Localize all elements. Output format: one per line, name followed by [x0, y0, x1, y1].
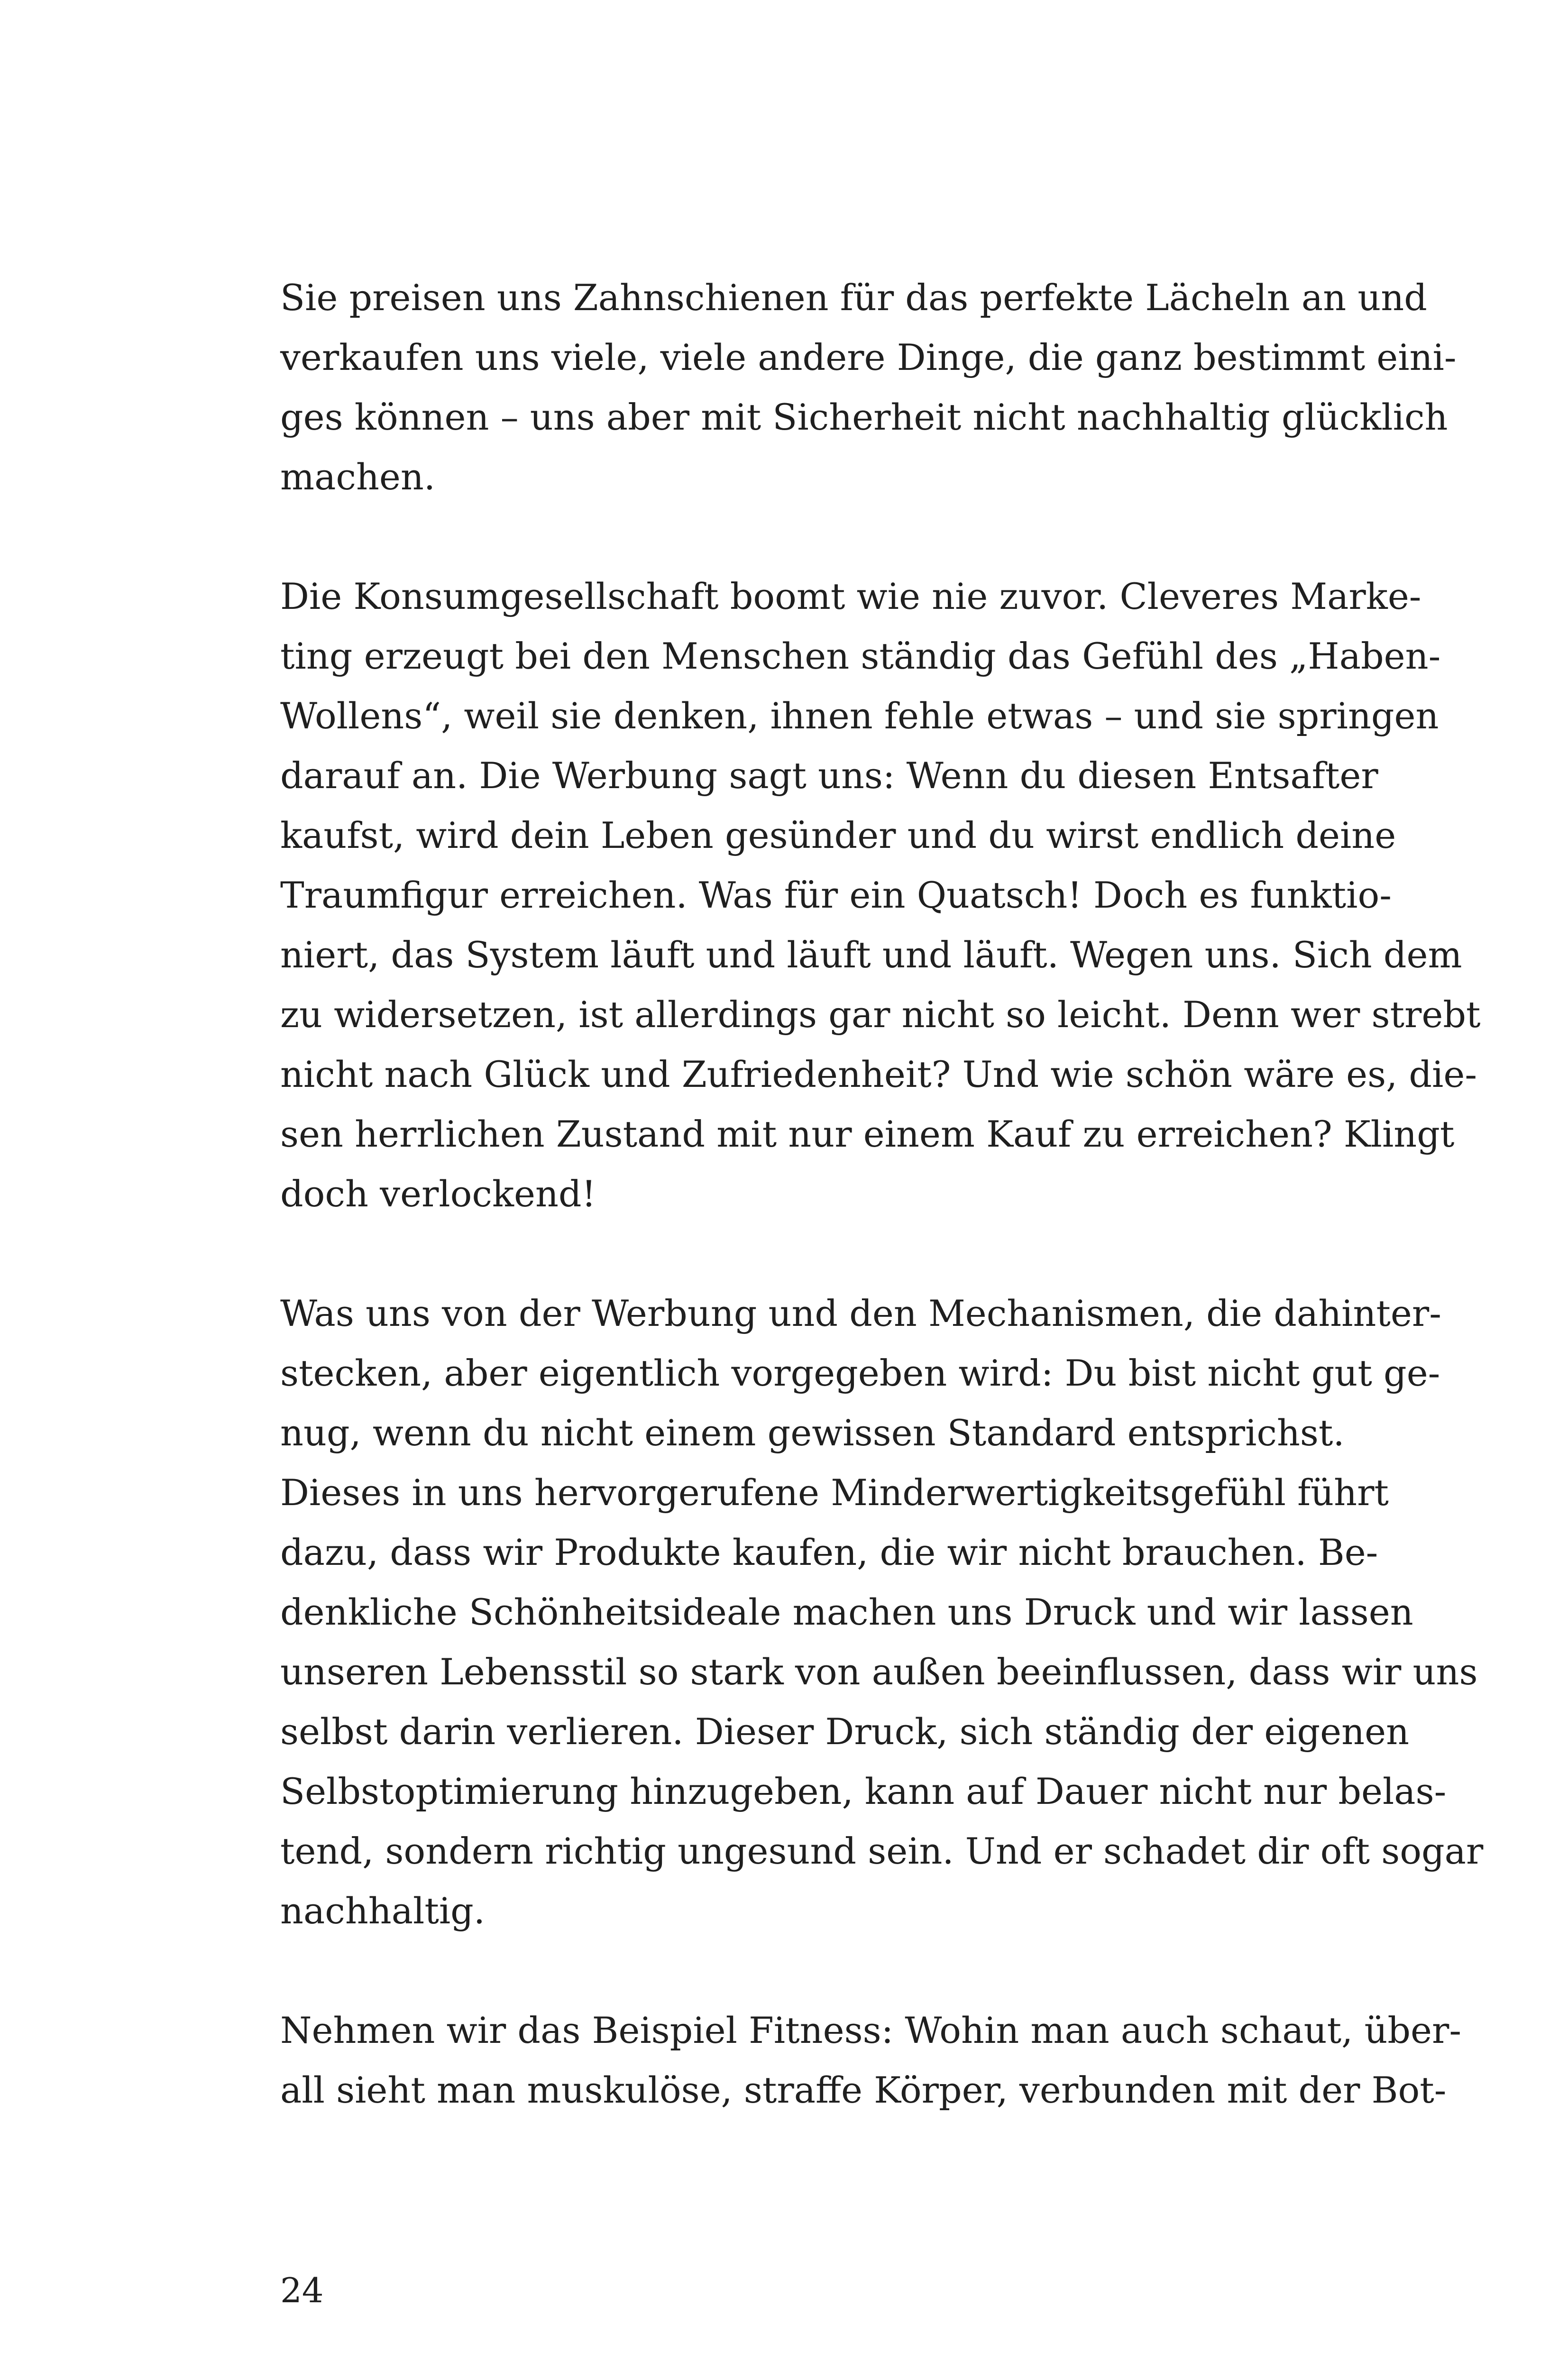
- body-text: [280, 268, 1484, 2120]
- text-line: stecken, aber eigentlich vorgegeben wird: Du bist nicht gut ge-: [280, 1352, 1440, 1394]
- text-line: nicht nach Glück und Zufriedenheit? Und wie schön wäre es, die-: [280, 1053, 1477, 1095]
- text-line: niert, das System läuft und läuft und läuft. Wegen uns. Sich dem: [280, 934, 1462, 976]
- text-line: denkliche Schönheitsideale machen uns Druck und wir lassen: [280, 1591, 1413, 1633]
- text-line: zu widersetzen, ist allerdings gar nicht so leicht. Denn wer strebt: [280, 993, 1481, 1036]
- text-line: Nehmen wir das Beispiel Fitness: Wohin man auch schaut, über-: [280, 2009, 1462, 2051]
- paragraph-4: [280, 2001, 1462, 2120]
- paragraph-1: [280, 268, 1457, 507]
- text-line: unseren Lebensstil so stark von außen beeinflussen, dass wir uns: [280, 1651, 1478, 1693]
- text-line: Traumfigur erreichen. Was für ein Quatsch! Doch es funktio-: [280, 874, 1392, 916]
- paragraph-3: [280, 1284, 1484, 1941]
- text-line: sen herrlichen Zustand mit nur einem Kauf zu erreichen? Klingt: [280, 1113, 1455, 1155]
- text-line: kaufst, wird dein Leben gesünder und du wirst endlich deine: [280, 814, 1396, 856]
- text-line: Was uns von der Werbung und den Mechanismen, die dahinter-: [280, 1292, 1441, 1334]
- paragraph-spacer: [280, 1941, 1349, 2001]
- page-number: 24: [280, 2270, 324, 2310]
- text-line: doch verlockend!: [280, 1173, 596, 1215]
- paragraph-2: [280, 567, 1481, 1224]
- text-line: Dieses in uns hervorgerufene Minderwertigkeitsgefühl führt: [280, 1471, 1389, 1514]
- text-line: all sieht man muskulöse, straffe Körper, verbunden mit der Bot-: [280, 2069, 1447, 2111]
- text-line: Sie preisen uns Zahnschienen für das perfekte Lächeln an und: [280, 276, 1427, 319]
- text-line: Selbstoptimierung hinzugeben, kann auf Dauer nicht nur belas-: [280, 1770, 1447, 1812]
- text-line: verkaufen uns viele, viele andere Dinge, die ganz bestimmt eini-: [280, 336, 1457, 378]
- text-line: Die Konsumgesellschaft boomt wie nie zuvor. Cleveres Marke-: [280, 575, 1421, 617]
- text-line: selbst darin verlieren. Dieser Druck, sich ständig der eigenen: [280, 1710, 1410, 1753]
- text-line: nug, wenn du nicht einem gewissen Standard entsprichst.: [280, 1412, 1345, 1454]
- text-line: nachhaltig.: [280, 1890, 485, 1932]
- paragraph-spacer: [280, 1224, 1349, 1284]
- text-line: dazu, dass wir Produkte kaufen, die wir nicht brauchen. Be-: [280, 1531, 1378, 1573]
- paragraph-spacer: [280, 507, 1349, 567]
- text-line: Wollens“, weil sie denken, ihnen fehle etwas – und sie springen: [280, 695, 1439, 737]
- text-line: ges können – uns aber mit Sicherheit nicht nachhaltig glücklich: [280, 396, 1448, 438]
- text-line: darauf an. Die Werbung sagt uns: Wenn du diesen Entsafter: [280, 754, 1378, 797]
- text-line: ting erzeugt bei den Menschen ständig das Gefühl des „Haben-: [280, 635, 1441, 677]
- text-line: tend, sondern richtig ungesund sein. Und er schadet dir oft sogar: [280, 1830, 1484, 1872]
- text-line: machen.: [280, 456, 435, 498]
